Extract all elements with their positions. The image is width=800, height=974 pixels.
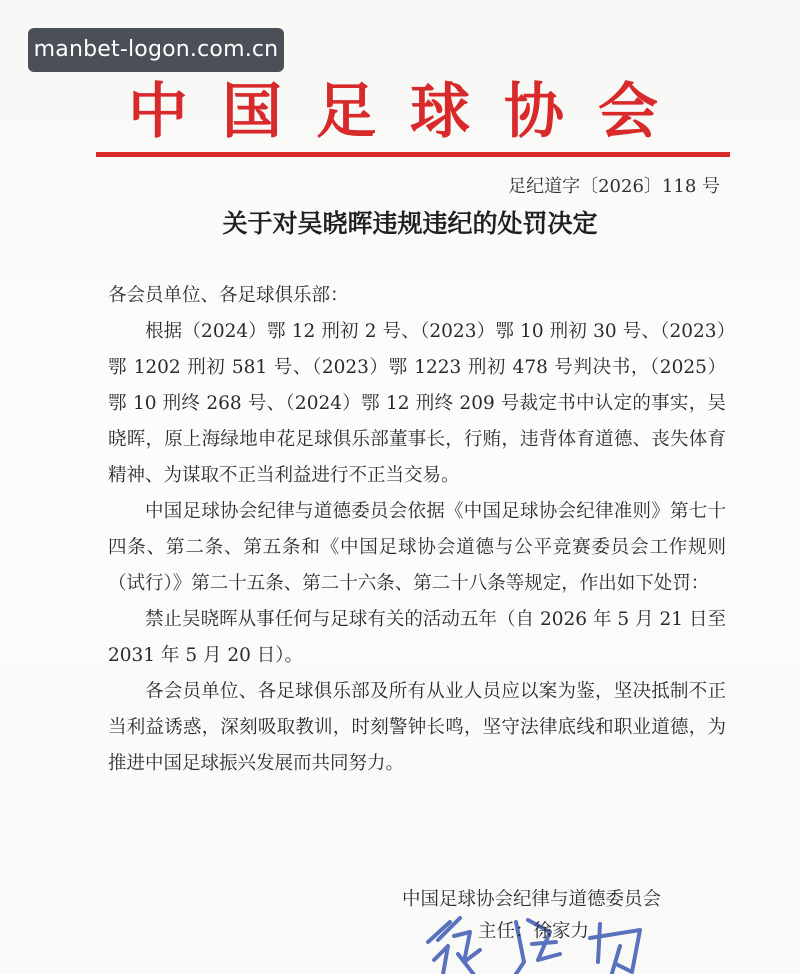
document-number: 足纪道字〔2026〕118 号: [508, 176, 720, 197]
committee-chair: 主任：徐家力: [478, 921, 590, 942]
body-paragraph: 禁止吴晓晖从事任何与足球有关的活动五年（自 2026 年 5 月 21 日至 2031 年 5 月 20 日）。: [108, 609, 726, 666]
document-title: 关于对吴晓晖违规违纪的处罚决定: [222, 209, 598, 238]
salutation: 各会员单位、各足球俱乐部：: [108, 285, 349, 306]
body-paragraph: 中国足球协会纪律与道德委员会依据《中国足球协会纪律准则》第七十四条、第二条、第五条和《中国足球协会道德与公平竞赛委员会工作规则（试行）》第二十五条、第二十六条、第二十八条等规定，作出如下处罚：: [108, 501, 726, 594]
body-paragraph: 根据（2024）鄂 12 刑初 2 号、（2023）鄂 10 刑初 30 号、（2023）鄂 1202 刑初 581 号、（2023）鄂 1223 刑初 478 号判决书，（2025）鄂 10 刑终 268 号、（2024）鄂 12 刑终 209 号裁定书中认定的事实，吴晓晖，原上海绿地申花足球俱乐部董事长，行贿，违背体育道德、丧失体育精神、为谋取不正当利益进行不正当交易。: [108, 321, 726, 486]
issuing-committee: 中国足球协会纪律与道德委员会: [402, 889, 662, 910]
document-body: [108, 278, 726, 782]
site-watermark: manbet-logon.com.cn: [28, 28, 284, 72]
organization-letterhead: 中国足球协会: [128, 77, 692, 147]
body-paragraph: 各会员单位、各足球俱乐部及所有从业人员应以案为鉴，坚决抵制不正当利益诱惑，深刻吸取教训，时刻警钟长鸣，坚守法律底线和职业道德，为推进中国足球振兴发展而共同努力。: [108, 681, 726, 774]
letterhead-divider: [96, 152, 730, 157]
